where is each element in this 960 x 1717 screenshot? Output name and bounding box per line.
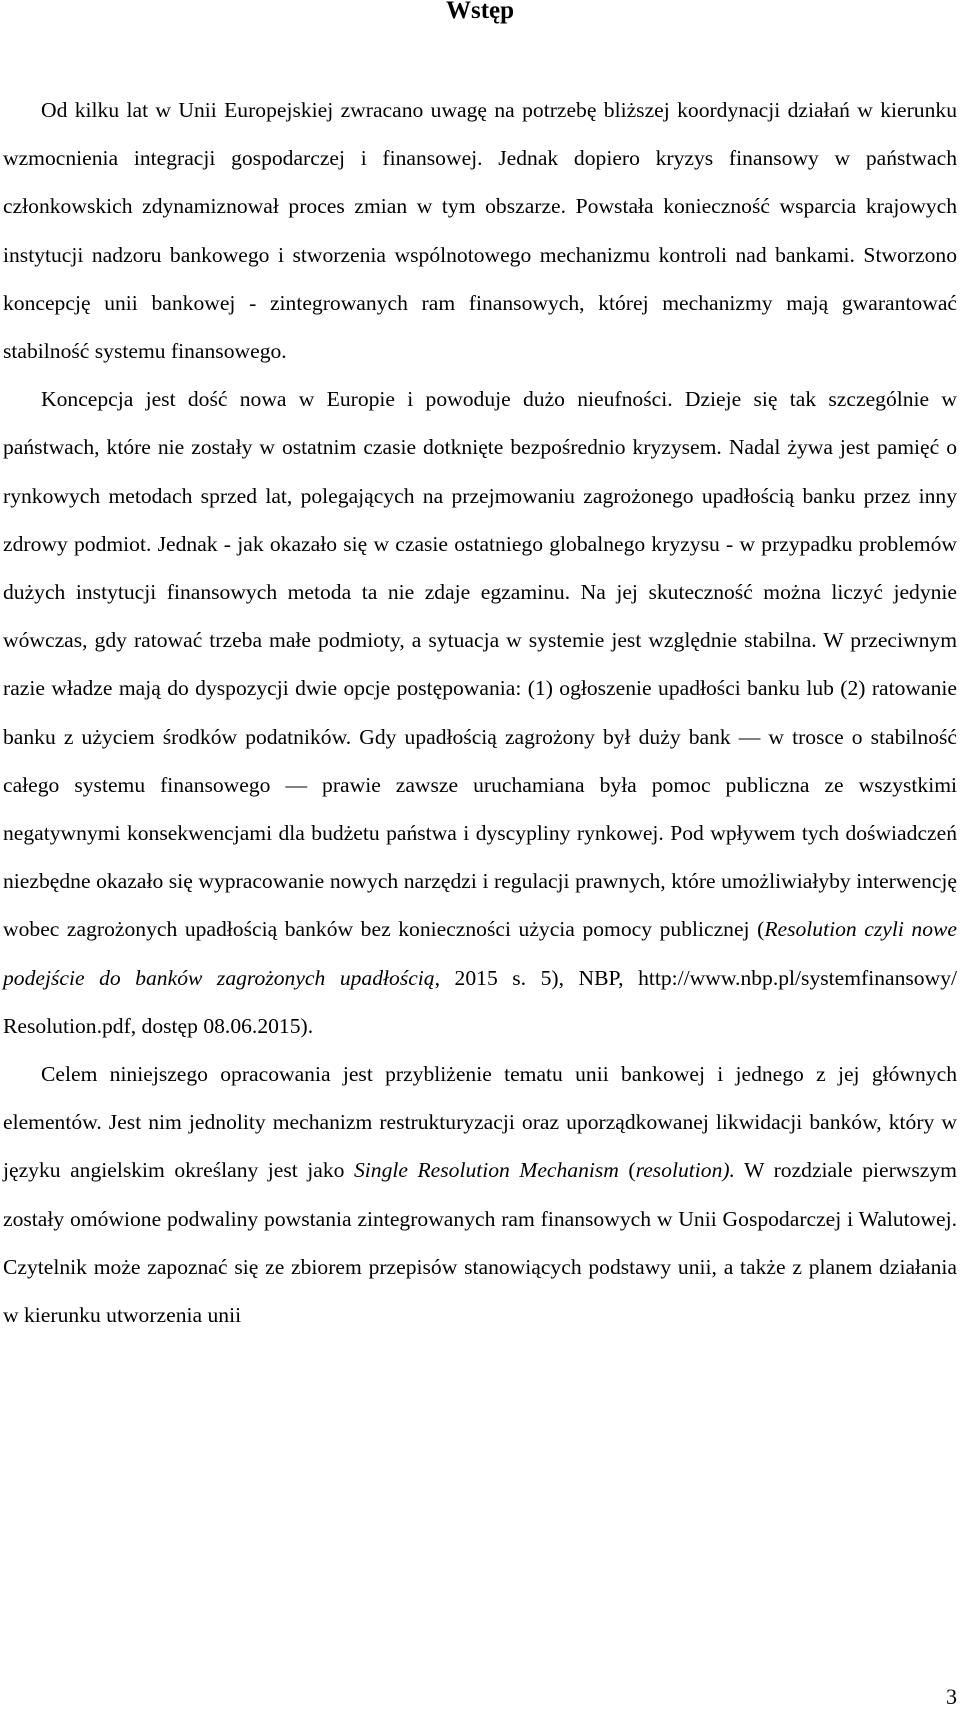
paragraph-3 [3,1050,957,1339]
paragraph-2-text: Koncepcja jest dość nowa w Europie i powoduje dużo nieufności. Dzieje się tak szczególnie w państwach, które nie zostały w ostatnim czasie dotknięte bezpośrednio kryzysem. Nadal żywa jest pamięć o rynkowych metodach sprzed lat, polegających na przejmowaniu zagrożonego upadłością banku przez inny zdrowy podmiot. Jednak - jak okazało się w czasie ostatniego globalnego kryzysu - w przypadku problemów dużych instytucji finansowych metoda ta nie zdaje egzaminu. Na jej skuteczność można liczyć jedynie wówczas, gdy ratować trzeba małe podmioty, a sytuacja w systemie jest względnie stabilna. W przeciwnym razie władze mają do dyspozycji dwie opcje postępowania: (1) ogłoszenie upadłości banku lub (2) ratowanie banku z użyciem środków podatników. Gdy upadłością zagrożony był duży bank — w trosce o stabilność całego systemu finansowego — prawie zawsze uruchamiana była pomoc publiczna ze wszystkimi negatywnymi konsekwencjami dla budżetu państwa i dyscypliny rynkowej. Pod wpływem tych doświadczeń niezbędne okazało się wypracowanie nowych narzędzi i regulacji prawnych, które umożliwiałyby interwencję wobec zagrożonych upadłością banków bez konieczności użycia pomocy publicznej ( [3,387,957,942]
paragraph-3-paren: ( [618,1158,636,1183]
paragraph-1 [3,86,957,375]
page-title: Wstęp [445,0,515,24]
cited-title: Resolution czyli nowe podejście do banków zagrożonych upadłością [3,917,957,990]
english-term-short: resolution). [635,1158,735,1183]
page-number: 3 [946,1684,957,1709]
paragraph-1-text: Od kilku lat w Unii Europejskiej zwracano uwagę na potrzebę bliższej koordynacji działań w kierunku wzmocnienia integracji gospodarczej i finansowej. Jednak dopiero kryzys finansowy w państwach członkowskich zdynamiznował proces zmian w tym obszarze. Powstała konieczność wsparcia krajowych instytucji nadzoru bankowego i stworzenia wspólnotowego mechanizmu kontroli nad bankami. Stworzono koncepcję unii bankowej - zintegrowanych ram finansowych, której mechanizmy mają gwarantować stabilność systemu finansowego. [3,98,957,364]
paragraph-3-text-end: W rozdziale pierwszym zostały omówione podwaliny powstania zintegrowanych ram finansowych w Unii Gospodarczej i Walutowej. Czytelnik może zapoznać się ze zbiorem przepisów stanowiących podstawy unii, a także z planem działania w kierunku utworzenia unii [3,1158,957,1328]
paragraph-2-citation: , 2015 s. 5), NBP, http://www.nbp.pl/systemfinansowy/ Resolution.pdf, dostęp 08.06.2015). [3,965,957,1038]
document-body [3,86,957,1339]
paragraph-3-text: Celem niniejszego opracowania jest przybliżenie tematu unii bankowej i jednego z jej głównych elementów. Jest nim jednolity mechanizm restrukturyzacji oraz uporządkowanej likwidacji banków, który w języku angielskim określany jest jako [3,1062,957,1183]
paragraph-2 [3,375,957,1050]
english-term: Single Resolution Mechanism [353,1158,619,1183]
